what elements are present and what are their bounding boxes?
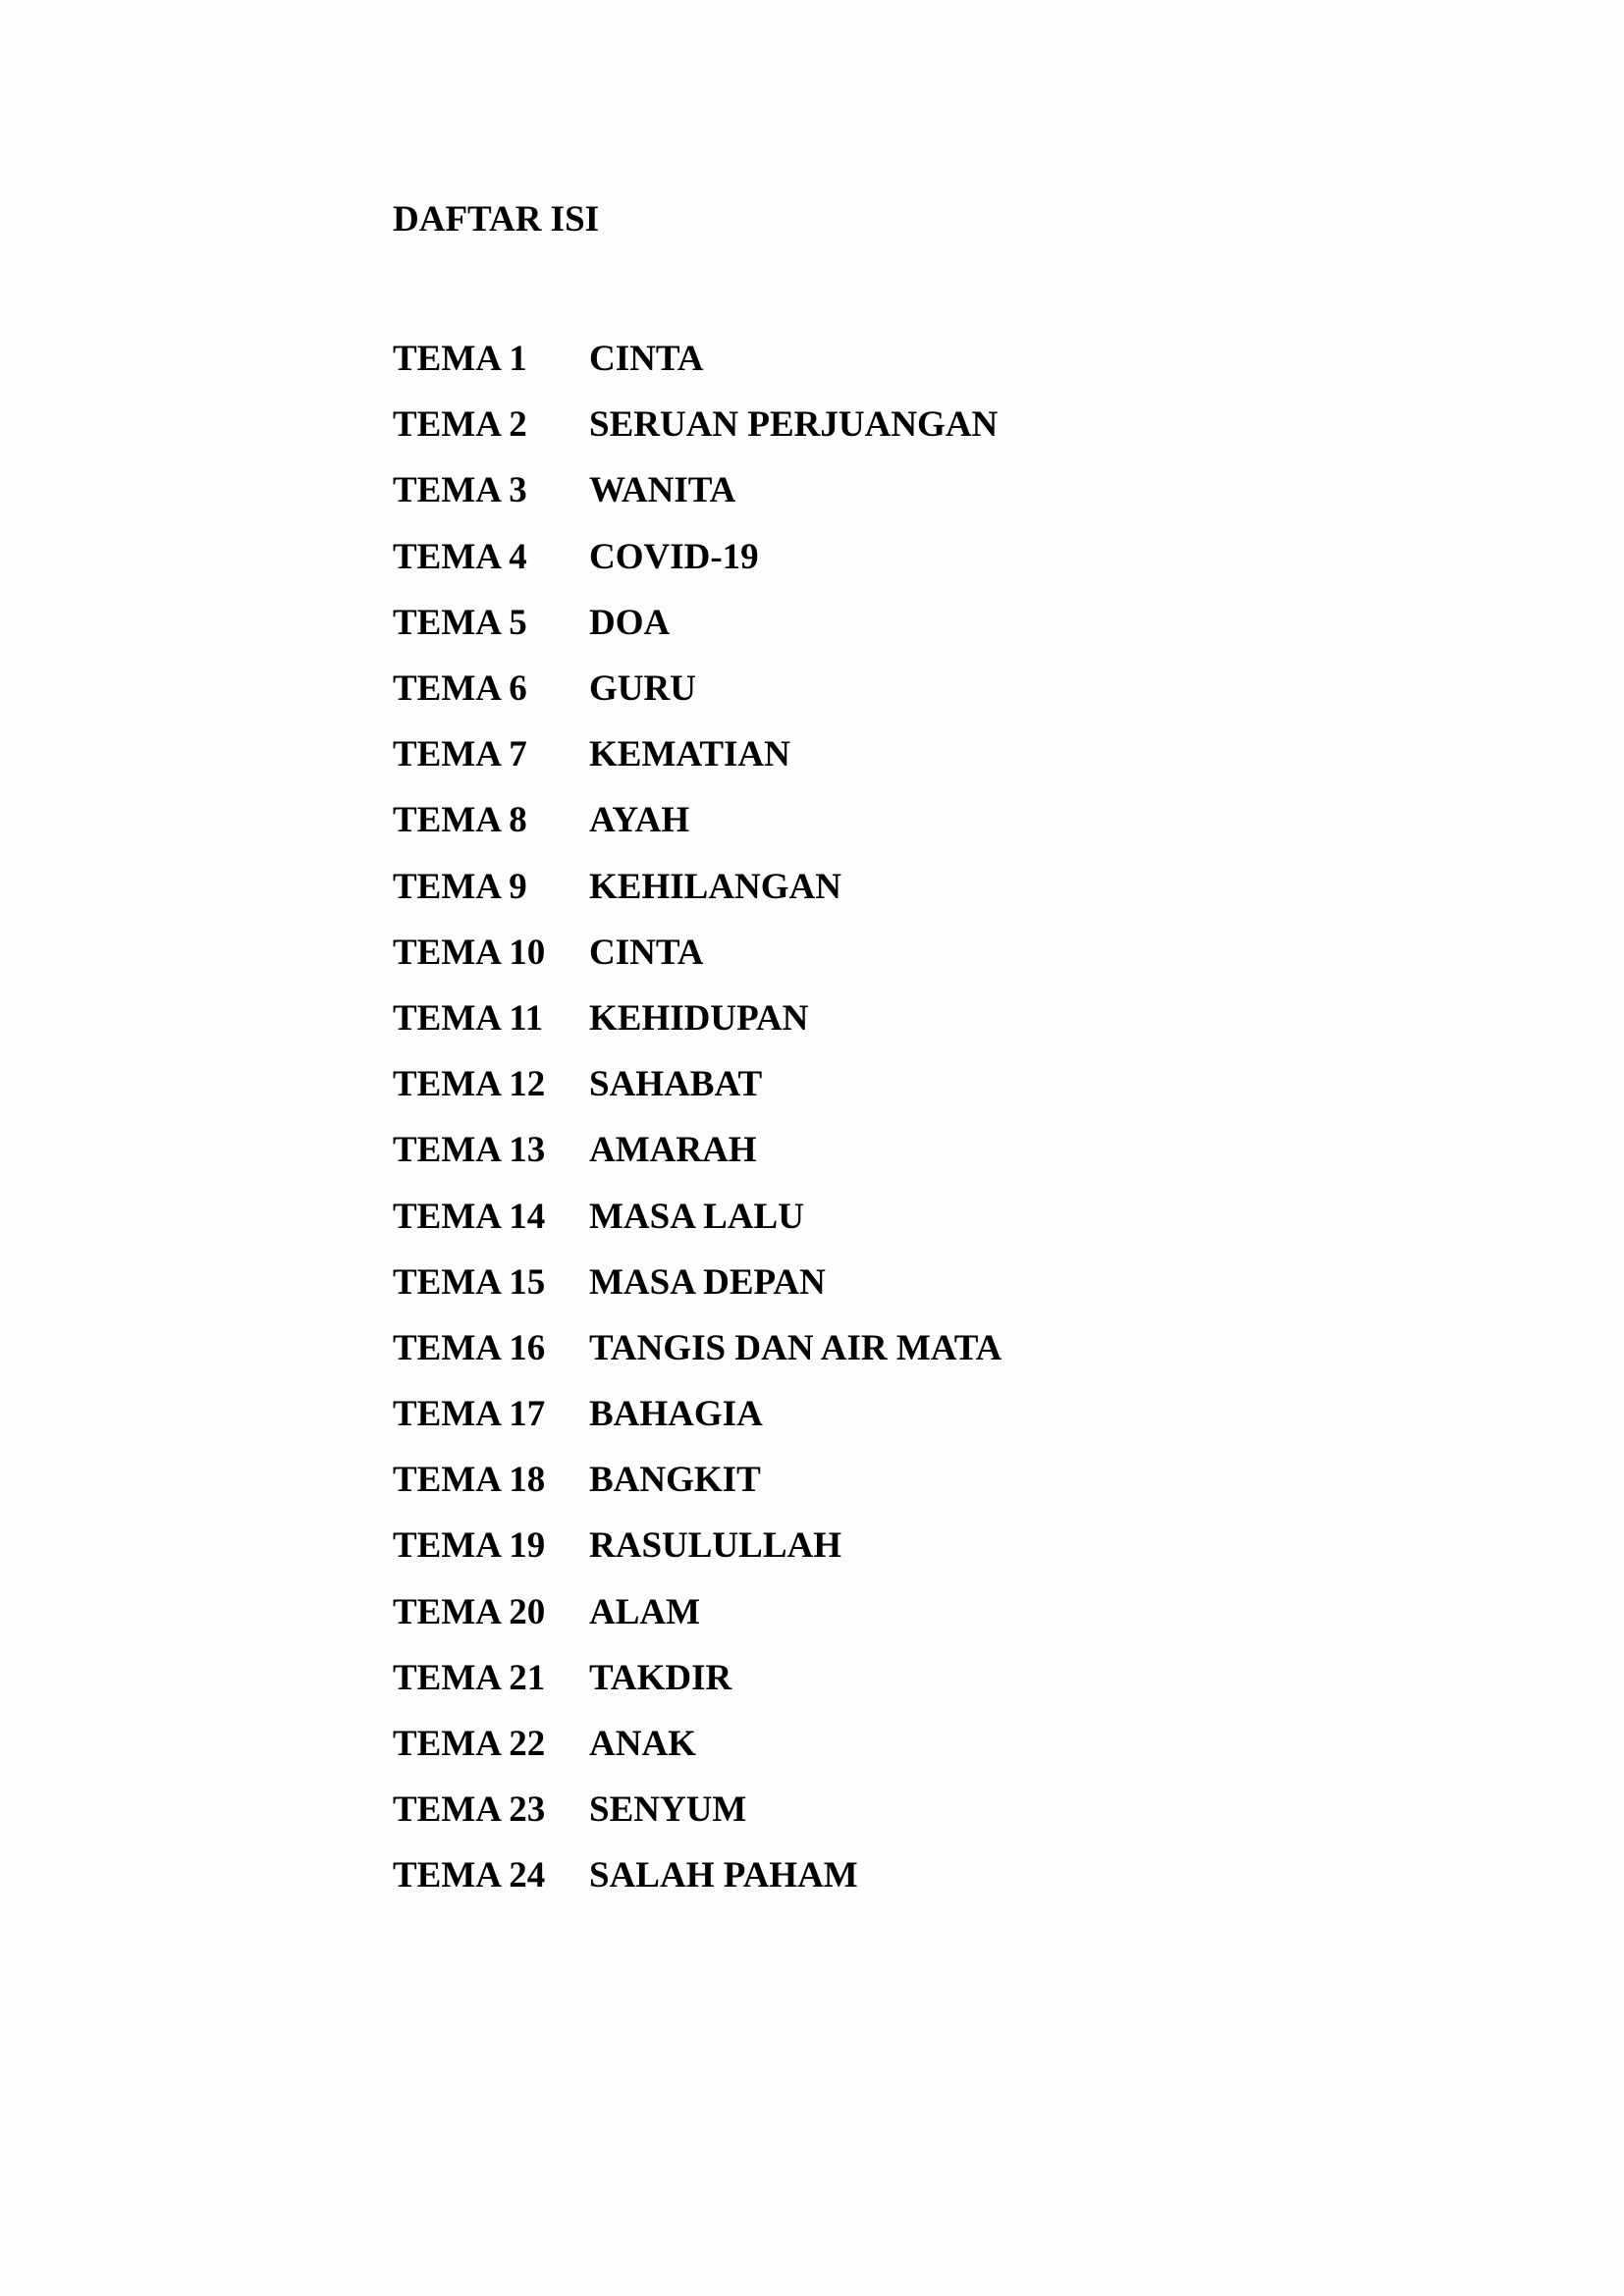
- toc-entry: [393, 1051, 1001, 1117]
- toc-entry: [393, 920, 1001, 986]
- toc-entry-label: CINTA: [589, 339, 704, 380]
- toc-entry: [393, 1315, 1001, 1381]
- toc-entry-label: BAHAGIA: [589, 1394, 763, 1435]
- toc-entry-label: WANITA: [589, 470, 736, 511]
- toc-entry-label: TAKDIR: [589, 1657, 732, 1698]
- toc-entry-number: TEMA 10: [393, 932, 546, 973]
- toc-entry-number: TEMA 11: [393, 997, 544, 1039]
- toc-entry-number: TEMA 4: [393, 536, 527, 577]
- toc-entry: [393, 1381, 1001, 1447]
- toc-entry-number: TEMA 17: [393, 1394, 546, 1435]
- toc-entry-number: TEMA 12: [393, 1064, 546, 1105]
- toc-entry-label: TANGIS DAN AIR MATA: [589, 1327, 1002, 1368]
- toc-entry: [393, 656, 1001, 721]
- table-of-contents: [393, 326, 1001, 1909]
- toc-entry-number: TEMA 24: [393, 1855, 546, 1896]
- toc-entry-label: AMARAH: [589, 1130, 757, 1171]
- toc-entry-label: SERUAN PERJUANGAN: [589, 404, 999, 446]
- toc-entry: [393, 326, 1001, 392]
- toc-entry: [393, 590, 1001, 656]
- toc-entry-number: TEMA 20: [393, 1591, 546, 1632]
- toc-entry-number: TEMA 15: [393, 1261, 546, 1303]
- toc-entry-label: SENYUM: [589, 1789, 747, 1831]
- toc-entry-number: TEMA 18: [393, 1460, 546, 1501]
- toc-entry: [393, 1711, 1001, 1777]
- toc-entry-number: TEMA 21: [393, 1657, 546, 1698]
- toc-entry: [393, 392, 1001, 457]
- toc-entry: [393, 1117, 1001, 1183]
- toc-entry: [393, 1579, 1001, 1645]
- toc-entry-label: KEHIDUPAN: [589, 997, 809, 1039]
- toc-entry: [393, 721, 1001, 787]
- toc-entry-label: SALAH PAHAM: [589, 1855, 858, 1896]
- toc-entry-label: GURU: [589, 668, 696, 710]
- toc-entry-label: SAHABAT: [589, 1064, 763, 1105]
- toc-entry: [393, 1447, 1001, 1513]
- toc-entry-number: TEMA 9: [393, 866, 527, 907]
- toc-entry-label: KEHILANGAN: [589, 866, 841, 907]
- toc-entry-label: BANGKIT: [589, 1460, 761, 1501]
- toc-entry-label: KEMATIAN: [589, 734, 790, 775]
- toc-entry-number: TEMA 6: [393, 668, 527, 710]
- toc-entry-number: TEMA 7: [393, 734, 527, 775]
- toc-entry-label: MASA DEPAN: [589, 1261, 826, 1303]
- toc-entry-label: MASA LALU: [589, 1196, 804, 1237]
- toc-entry-number: TEMA 13: [393, 1130, 546, 1171]
- toc-entry-number: TEMA 14: [393, 1196, 546, 1237]
- toc-entry-label: COVID-19: [589, 536, 759, 577]
- toc-entry-number: TEMA 23: [393, 1789, 546, 1831]
- toc-entry-label: ALAM: [589, 1591, 701, 1632]
- toc-entry: [393, 1513, 1001, 1578]
- toc-entry: [393, 986, 1001, 1051]
- page-title: DAFTAR ISI: [393, 199, 600, 240]
- toc-entry: [393, 457, 1001, 523]
- toc-entry: [393, 1777, 1001, 1842]
- toc-entry-number: TEMA 8: [393, 800, 527, 841]
- toc-entry-label: DOA: [589, 602, 671, 643]
- toc-entry: [393, 787, 1001, 853]
- toc-entry-number: TEMA 2: [393, 404, 527, 446]
- toc-entry-number: TEMA 1: [393, 339, 527, 380]
- toc-entry-label: CINTA: [589, 932, 704, 973]
- toc-entry: [393, 524, 1001, 590]
- toc-entry-number: TEMA 5: [393, 602, 527, 643]
- toc-entry: [393, 1183, 1001, 1249]
- toc-entry-number: TEMA 16: [393, 1327, 546, 1368]
- toc-entry-label: AYAH: [589, 800, 690, 841]
- toc-entry-number: TEMA 3: [393, 470, 527, 511]
- toc-entry-label: ANAK: [589, 1724, 696, 1765]
- toc-entry: [393, 1842, 1001, 1908]
- toc-entry: [393, 1645, 1001, 1711]
- toc-entry-number: TEMA 22: [393, 1724, 546, 1765]
- toc-entry-number: TEMA 19: [393, 1525, 546, 1567]
- toc-entry: [393, 854, 1001, 920]
- toc-entry-label: RASULULLAH: [589, 1525, 841, 1567]
- toc-entry: [393, 1250, 1001, 1315]
